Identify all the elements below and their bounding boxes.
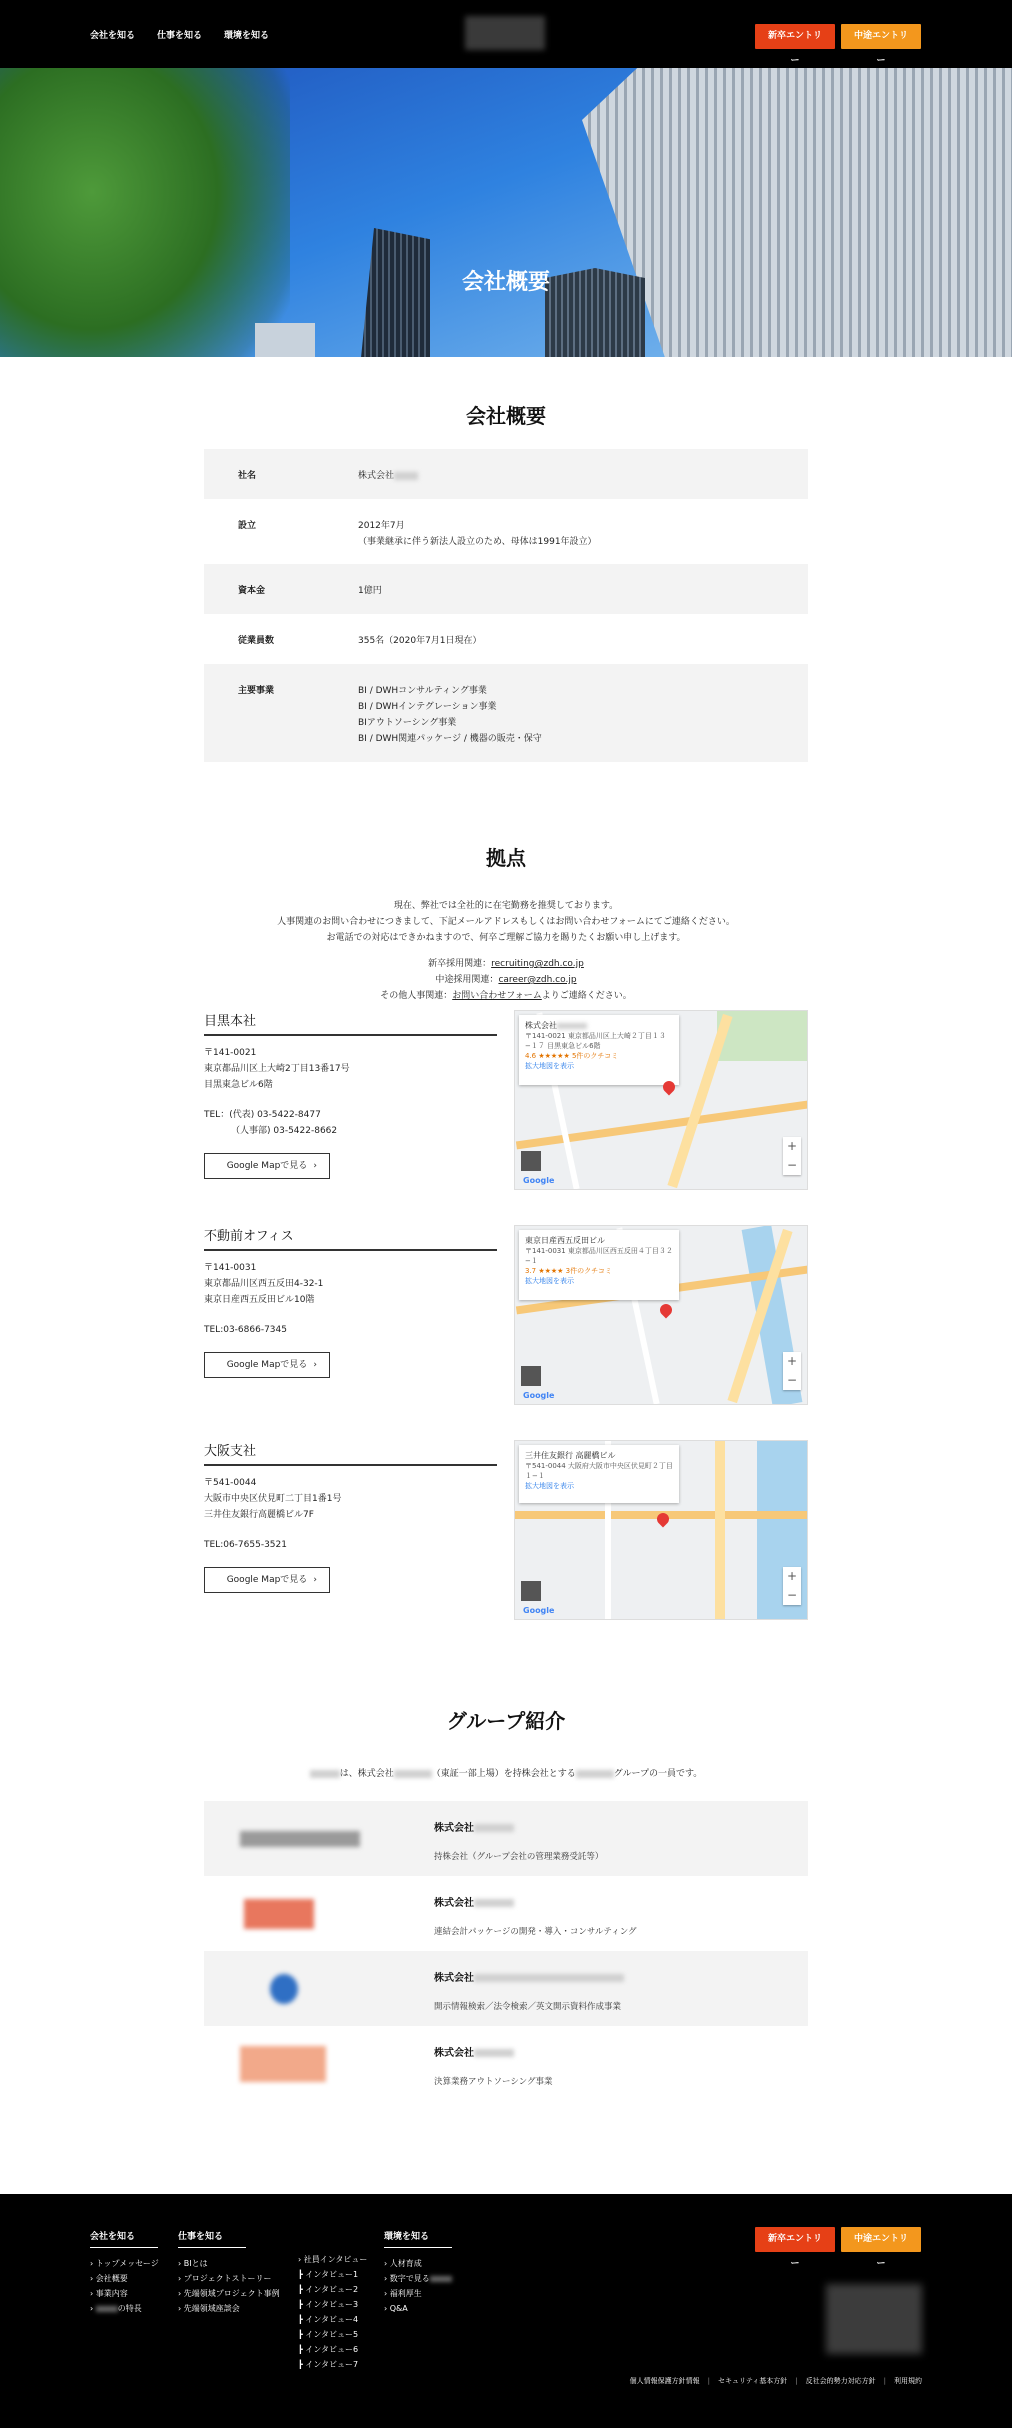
footer-link[interactable]: › 福利厚生 <box>384 2286 452 2301</box>
hero-building <box>582 68 1012 357</box>
chevron-right-icon: › <box>313 1575 317 1585</box>
office-address-line: 目黒東急ビル6階 <box>204 1080 273 1090</box>
map-zoom-control[interactable]: + − <box>783 1352 801 1390</box>
group-intro-text: （東証一部上場）を持株会社とする <box>431 1769 576 1779</box>
footer-link[interactable]: › 先端領域座談会 <box>178 2301 280 2316</box>
row-value-text: 2012年7月 <box>358 521 405 531</box>
redacted-text <box>430 2276 452 2282</box>
chevron-right-icon: › <box>313 1161 317 1171</box>
company-logo <box>240 1831 360 1847</box>
footer-link[interactable]: › 社員インタビュー <box>298 2252 367 2267</box>
footer-link[interactable]: ┣ インタビュー5 <box>298 2327 367 2342</box>
group-company-desc: 連結会計パッケージの開発・導入・コンサルティング <box>434 1927 637 1937</box>
footer-col-interviews <box>298 2252 367 2372</box>
group-company <box>204 1801 808 1876</box>
group-company-text <box>434 1819 603 1862</box>
group-company <box>204 1876 808 1951</box>
office-zip: 〒141-0031 <box>204 1263 257 1273</box>
footer-link[interactable]: › 先端領域プロジェクト事例 <box>178 2286 280 2301</box>
nav-company[interactable]: 会社を知る <box>90 31 136 41</box>
row-label: 設立 <box>238 521 257 531</box>
map-info-card <box>519 1445 679 1503</box>
row-value-text: （事業継承に伴う新法人設立のため、母体は1991年設立） <box>358 537 597 547</box>
map-thumbnail <box>521 1366 541 1386</box>
group-company-name-text: 株式会社 <box>434 2048 474 2059</box>
redacted-text <box>474 1899 514 1907</box>
footer-link[interactable]: ┣ インタビュー3 <box>298 2297 367 2312</box>
row-label: 主要事業 <box>238 686 275 696</box>
footer-sublist <box>298 2267 367 2372</box>
intro-line: 人事関連のお問い合わせにつきまして、下記メールアドレスもしくはお問い合わせフォームにてご連絡ください。 <box>277 917 735 927</box>
footer-heading[interactable]: 環境を知る <box>384 2229 452 2248</box>
map-place-title-text: 株式会社 <box>525 1021 557 1030</box>
footer-col-work <box>178 2229 280 2316</box>
nav-environment[interactable]: 環境を知る <box>224 31 270 41</box>
redacted-text <box>310 1770 340 1778</box>
group-company-text <box>434 1894 637 1937</box>
contact-tail: よりご連絡ください。 <box>541 991 632 1001</box>
chevron-right-icon: › <box>313 1360 317 1370</box>
google-logo: Google <box>523 1176 555 1185</box>
footer-link[interactable]: ┣ インタビュー7 <box>298 2357 367 2372</box>
office-tel-line: TEL:06-7655-3521 <box>204 1540 287 1550</box>
company-logo <box>270 1974 298 2004</box>
new-grad-entry-button[interactable]: 新卒エントリー <box>755 2227 835 2252</box>
row-value <box>358 664 542 762</box>
group-section <box>0 1660 1012 2101</box>
office-tel-line: （人事部) 03-5422-8662 <box>231 1126 338 1136</box>
mid-career-email-link[interactable]: career@zdh.co.jp <box>498 975 577 985</box>
row-value <box>358 449 418 499</box>
map-place-rating: 3.7 ★★★★ 3件のクチコミ <box>525 1267 612 1275</box>
footer-link[interactable]: › BIとは <box>178 2256 280 2271</box>
office-tel-line: TEL:03-6866-7345 <box>204 1325 287 1335</box>
header-entry-buttons <box>755 24 921 66</box>
map-place-rating: 4.6 ★★★★★ 5件のクチコミ <box>525 1052 619 1060</box>
contact-label: その他人事関連： <box>380 991 453 1001</box>
hero-building <box>255 323 315 357</box>
redacted-text <box>394 1770 432 1778</box>
row-value-text: 株式会社 <box>358 471 395 481</box>
intro-line: お電話での対応はできかねますので、何卒ご理解ご協力を賜りたくお願い申し上げます。 <box>326 933 686 943</box>
google-map-button[interactable] <box>204 1153 330 1179</box>
office-address-line: 東京都品川区西五反田4-32-1 <box>204 1279 324 1289</box>
footer-link[interactable]: ┣ インタビュー2 <box>298 2282 367 2297</box>
new-grad-entry-button[interactable]: 新卒エントリー <box>755 24 835 49</box>
group-company-name <box>434 2044 552 2059</box>
hero-title: 会社概要 <box>461 270 550 295</box>
footer-link[interactable]: › 人材育成 <box>384 2256 452 2271</box>
map-place-address: 〒141-0021 東京都品川区上大崎２丁目１３−１７ 目黒東急ビル6階 <box>525 1032 666 1050</box>
group-company-name-text: 株式会社 <box>434 1823 474 1834</box>
footer-entry-buttons <box>755 2227 921 2269</box>
company-table <box>204 449 808 762</box>
group-company-text <box>434 2044 552 2087</box>
footer-col-company <box>90 2229 159 2316</box>
nav-work[interactable]: 仕事を知る <box>157 31 203 41</box>
contact-other <box>0 988 1012 1004</box>
google-logo: Google <box>523 1391 555 1400</box>
group-company-desc: 開示情報検索／法令検索／英文開示資料作成事業 <box>434 2002 622 2012</box>
office-address-line: 大阪市中央区伏見町二丁目1番1号 <box>204 1494 342 1504</box>
row-label: 資本金 <box>238 586 266 596</box>
footer-logo <box>826 2284 922 2354</box>
map-place-title: 東京日産西五反田ビル <box>525 1236 605 1245</box>
group-company-name <box>434 1819 603 1834</box>
group-company-name <box>434 1894 637 1909</box>
locations-section <box>0 762 1012 1620</box>
map-place-title <box>525 1021 673 1031</box>
footer-link[interactable] <box>384 2271 452 2286</box>
office-address-line: 東京日産西五反田ビル10階 <box>204 1295 315 1305</box>
office-name: 目黒本社 <box>204 1010 497 1036</box>
contact-label: 中途採用関連： <box>435 975 499 985</box>
contact-new-grad <box>0 956 1012 972</box>
table-row <box>204 664 808 762</box>
footer-list <box>298 2252 367 2267</box>
google-map-button[interactable] <box>204 1567 330 1593</box>
redacted-text <box>474 1824 514 1832</box>
new-grad-email-link[interactable]: recruiting@zdh.co.jp <box>491 959 584 969</box>
footer-link[interactable] <box>90 2301 159 2316</box>
row-label: 社名 <box>238 471 257 481</box>
footer-link[interactable]: ┣ インタビュー6 <box>298 2342 367 2357</box>
company-overview-section <box>0 357 1012 762</box>
footer-list <box>178 2256 280 2316</box>
office-address-line: 東京都品川区上大崎2丁目13番17号 <box>204 1064 350 1074</box>
business-item: BI / DWHコンサルティング事業 <box>358 686 487 696</box>
privacy-policy-link[interactable]: 個人情報保護方針情報 <box>629 2377 700 2385</box>
row-label: 従業員数 <box>238 636 275 646</box>
footer-link[interactable]: ┣ インタビュー4 <box>298 2312 367 2327</box>
business-item: BI / DWH関連パッケージ / 機器の販売・保守 <box>358 734 542 744</box>
terms-of-use-link[interactable]: | 利用規約 <box>884 2376 922 2386</box>
google-map-button-label: Google Mapで見る <box>226 1360 308 1370</box>
group-intro <box>0 1766 1012 1779</box>
footer-list <box>384 2256 452 2316</box>
row-value <box>358 499 597 564</box>
contact-form-link[interactable]: お問い合わせフォーム <box>452 991 542 1001</box>
group-company <box>204 1951 808 2026</box>
locations-intro <box>0 898 1012 1004</box>
table-row <box>204 614 808 664</box>
intro-line: 現在、弊社では全社的に在宅勤務を推奨しております。 <box>393 901 619 911</box>
embedded-map[interactable] <box>514 1010 808 1190</box>
office-zip: 〒541-0044 <box>204 1478 257 1488</box>
business-item: BIアウトソーシング事業 <box>358 718 457 728</box>
group-company-desc: 持株会社（グループ会社の管理業務受託等） <box>434 1852 604 1862</box>
footer-heading[interactable]: 会社を知る <box>90 2229 158 2248</box>
section-title: 拠点 <box>486 846 526 870</box>
group-company-name-text: 株式会社 <box>434 1898 474 1909</box>
office-block <box>204 1010 808 1190</box>
redacted-text <box>474 2049 514 2057</box>
office-name: 不動前オフィス <box>204 1225 497 1251</box>
map-enlarge-link[interactable]: 拡大地図を表示 <box>525 1482 574 1490</box>
table-row <box>204 499 808 564</box>
map-zoom-control[interactable]: + − <box>783 1137 801 1175</box>
redacted-text <box>557 1023 587 1029</box>
section-title: 会社概要 <box>466 404 546 428</box>
office-zip: 〒141-0021 <box>204 1048 257 1058</box>
group-intro-text: は、株式会社 <box>339 1769 394 1779</box>
office-name: 大阪支社 <box>204 1440 497 1466</box>
group-company-name <box>434 1969 624 1984</box>
google-map-button[interactable] <box>204 1352 330 1378</box>
hero-tree <box>0 68 290 357</box>
embedded-map[interactable] <box>514 1225 808 1405</box>
site-logo[interactable] <box>465 16 545 50</box>
map-place-address: 〒541-0044 大阪府大阪市中央区伏見町２丁目１−１ <box>525 1462 673 1480</box>
footer-list <box>90 2256 159 2316</box>
footer-link-text: の特長 <box>117 2304 142 2313</box>
redacted-text <box>394 472 418 480</box>
site-header <box>0 0 1012 68</box>
footer-link[interactable]: › Q&A <box>384 2301 452 2316</box>
contact-label: 新卒採用関連： <box>428 959 492 969</box>
footer-link[interactable]: › 会社概要 <box>90 2271 159 2286</box>
group-intro-text: グループの一員です。 <box>613 1769 703 1779</box>
table-row <box>204 449 808 499</box>
redacted-text <box>96 2306 118 2312</box>
google-map-button-label: Google Mapで見る <box>226 1161 308 1171</box>
main-nav <box>90 28 269 41</box>
map-pin-icon[interactable] <box>658 1302 675 1319</box>
map-place-title: 三井住友銀行 高麗橋ビル <box>525 1451 616 1460</box>
site-footer <box>0 2194 1012 2428</box>
map-info-card <box>519 1230 679 1300</box>
company-logo <box>244 1899 314 1929</box>
footer-policy-links <box>630 2376 922 2386</box>
map-thumbnail <box>521 1581 541 1601</box>
map-zoom-control[interactable]: + − <box>783 1567 801 1605</box>
group-company-list <box>204 1801 808 2101</box>
map-road <box>715 1441 725 1620</box>
table-row <box>204 564 808 614</box>
google-logo: Google <box>523 1606 555 1615</box>
footer-link-text: 数字で見る <box>389 2274 430 2283</box>
office-tel-line: TEL：(代表) 03-5422-8477 <box>204 1110 321 1120</box>
row-value: 1億円 <box>358 586 382 596</box>
antisocial-policy-link[interactable]: | 反社会的勢力対応方針 <box>795 2376 875 2386</box>
mid-career-entry-button[interactable]: 中途エントリー <box>841 24 921 49</box>
hero-banner <box>0 68 1012 357</box>
group-company-name-text: 株式会社 <box>434 1973 474 1984</box>
footer-col-environment <box>384 2229 452 2316</box>
map-place-address: 〒141-0031 東京都品川区西五反田４丁目３２−１ <box>525 1247 673 1265</box>
office-block <box>204 1440 808 1620</box>
footer-link[interactable]: › 事業内容 <box>90 2286 159 2301</box>
row-value: 355名（2020年7月1日現在） <box>358 636 482 646</box>
group-company-text <box>434 1969 624 2012</box>
security-policy-link[interactable]: | セキュリティ基本方針 <box>708 2376 788 2386</box>
map-enlarge-link[interactable]: 拡大地図を表示 <box>525 1062 574 1070</box>
footer-link[interactable]: › トップメッセージ <box>90 2256 159 2271</box>
mid-career-entry-button[interactable]: 中途エントリー <box>841 2227 921 2252</box>
redacted-text <box>474 1974 624 1982</box>
contact-mid-career <box>0 972 1012 988</box>
footer-link[interactable]: ┣ インタビュー1 <box>298 2267 367 2282</box>
company-logo <box>240 2046 326 2082</box>
office-block <box>204 1225 808 1405</box>
section-title: グループ紹介 <box>446 1709 566 1733</box>
redacted-text <box>576 1770 614 1778</box>
footer-link[interactable]: › プロジェクトストーリー <box>178 2271 280 2286</box>
embedded-map[interactable] <box>514 1440 808 1620</box>
group-company <box>204 2026 808 2101</box>
map-enlarge-link[interactable]: 拡大地図を表示 <box>525 1277 574 1285</box>
office-address-line: 三井住友銀行高麗橋ビル7F <box>204 1510 314 1520</box>
map-thumbnail <box>521 1151 541 1171</box>
google-map-button-label: Google Mapで見る <box>226 1575 308 1585</box>
map-info-card <box>519 1015 679 1085</box>
footer-heading[interactable]: 仕事を知る <box>178 2229 246 2248</box>
business-item: BI / DWHインテグレーション事業 <box>358 702 497 712</box>
group-company-desc: 決算業務アウトソーシング事業 <box>434 2077 553 2087</box>
